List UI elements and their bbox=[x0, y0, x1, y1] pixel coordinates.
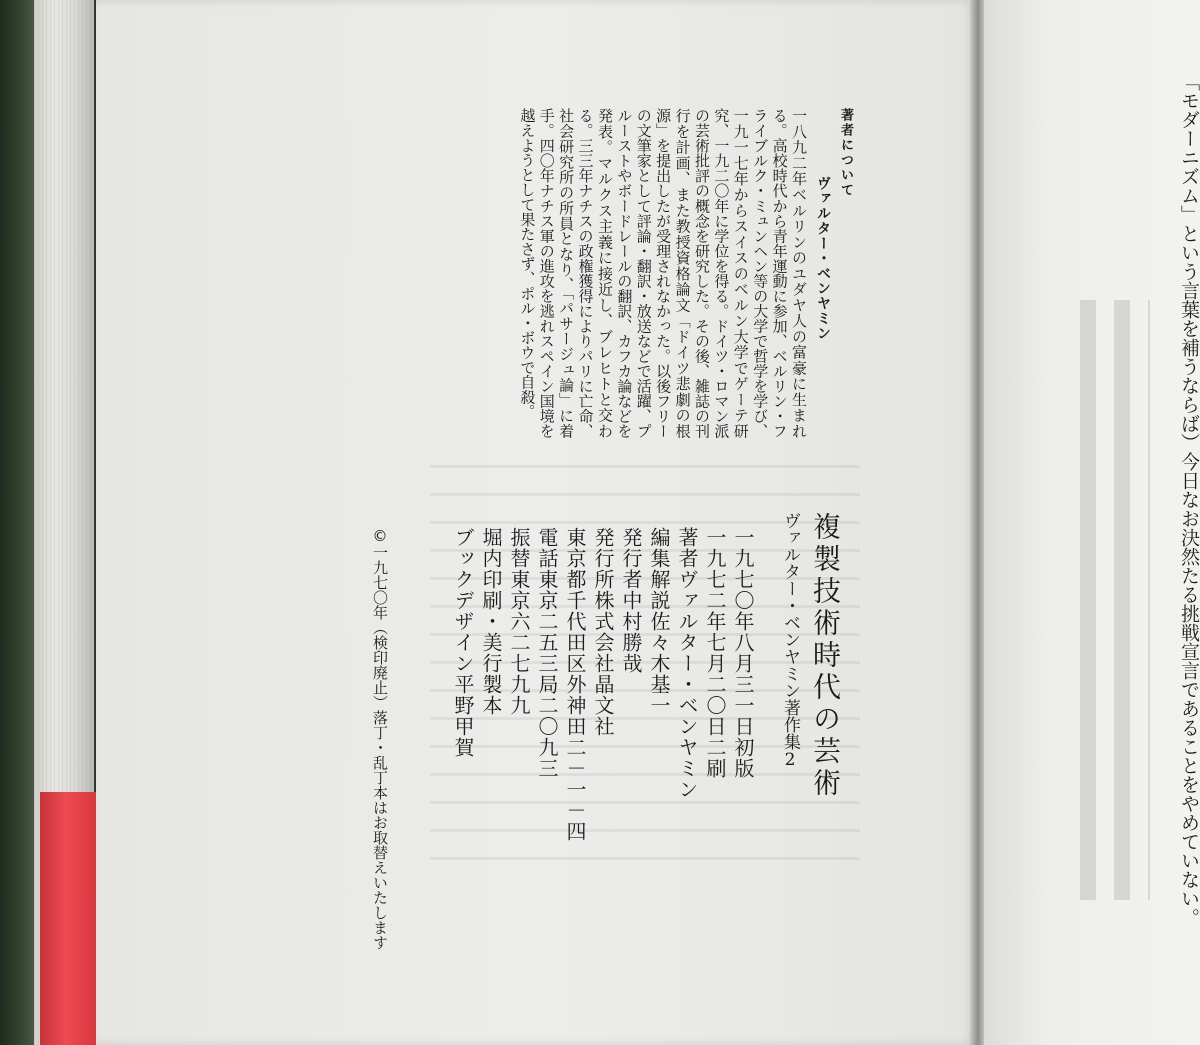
about-author-name: ヴァルター・ベンヤミン bbox=[815, 176, 831, 341]
about-author-heading: 著者について bbox=[838, 108, 853, 198]
adjacent-page-text: 「モダーニズム」という言葉を補うならば）今日なお決然たる挑戦宣言であることをやめていない。 bbox=[1178, 72, 1200, 927]
copyright-notice: ©一九七〇年（検印廃止）落丁・乱丁本はお取替えいたします bbox=[371, 527, 389, 950]
publisher-address: 東京都千代田区外神田二－一－四 bbox=[563, 527, 587, 842]
second-printing-date: 一九七二年七月二〇日二刷 bbox=[703, 527, 727, 779]
about-author-body: 一八九二年ベルリンのユダヤ人の富豪に生まれる。高校時代から青年運動に参加、ベルリン・フライブルク・ミュンヘン等の大学で哲学を学び、一九一七年からスイスのベルン大学でゲーテ研究、一九二〇年に学位を得る。ドイツ・ロマン派の芸術批評の概念を研究した。その後、雑誌の刊行を計画、また教授資格論文「ドイツ悲劇の根源」を提出したが受理されなかった。以後フリーの文筆家として評論・翻訳・放送などで活躍、プルーストやボードレールの翻訳、カフカ論などを発表。マルクス主義に接近し、ブレヒトと交わる。三三年ナチスの政権獲得によりパリに亡命、社会研究所の所員となり、「パサージュ論」に着手。四〇年ナチス軍の進攻を逃れスペイン国境を越えようとして果たさず、ポル・ボウで自殺。 bbox=[518, 108, 808, 438]
editor-line: 編集解説佐々木基一 bbox=[647, 527, 671, 716]
first-edition-date: 一九七〇年八月三一日初版 bbox=[731, 527, 755, 779]
series-name: ヴァルター・ベンヤミン著作集2 bbox=[780, 512, 800, 770]
adjacent-page-faint-text bbox=[1080, 300, 1150, 900]
publisher-company: 発行所株式会社晶文社 bbox=[591, 527, 615, 737]
book-title: 複製技術時代の芸術 bbox=[809, 512, 842, 800]
printer-binder: 堀内印刷・美行製本 bbox=[479, 527, 503, 716]
book-design: ブックデザイン平野甲賀 bbox=[451, 527, 475, 758]
red-book-band bbox=[40, 792, 96, 1045]
table-surface bbox=[0, 0, 34, 1045]
transfer-account: 振替東京六二七九九 bbox=[507, 527, 531, 716]
author-line: 著者ヴァルター・ベンヤミン bbox=[675, 527, 699, 800]
phone-number: 電話東京二五三局二〇九三 bbox=[535, 527, 559, 779]
publisher-person: 発行者中村勝哉 bbox=[619, 527, 643, 674]
